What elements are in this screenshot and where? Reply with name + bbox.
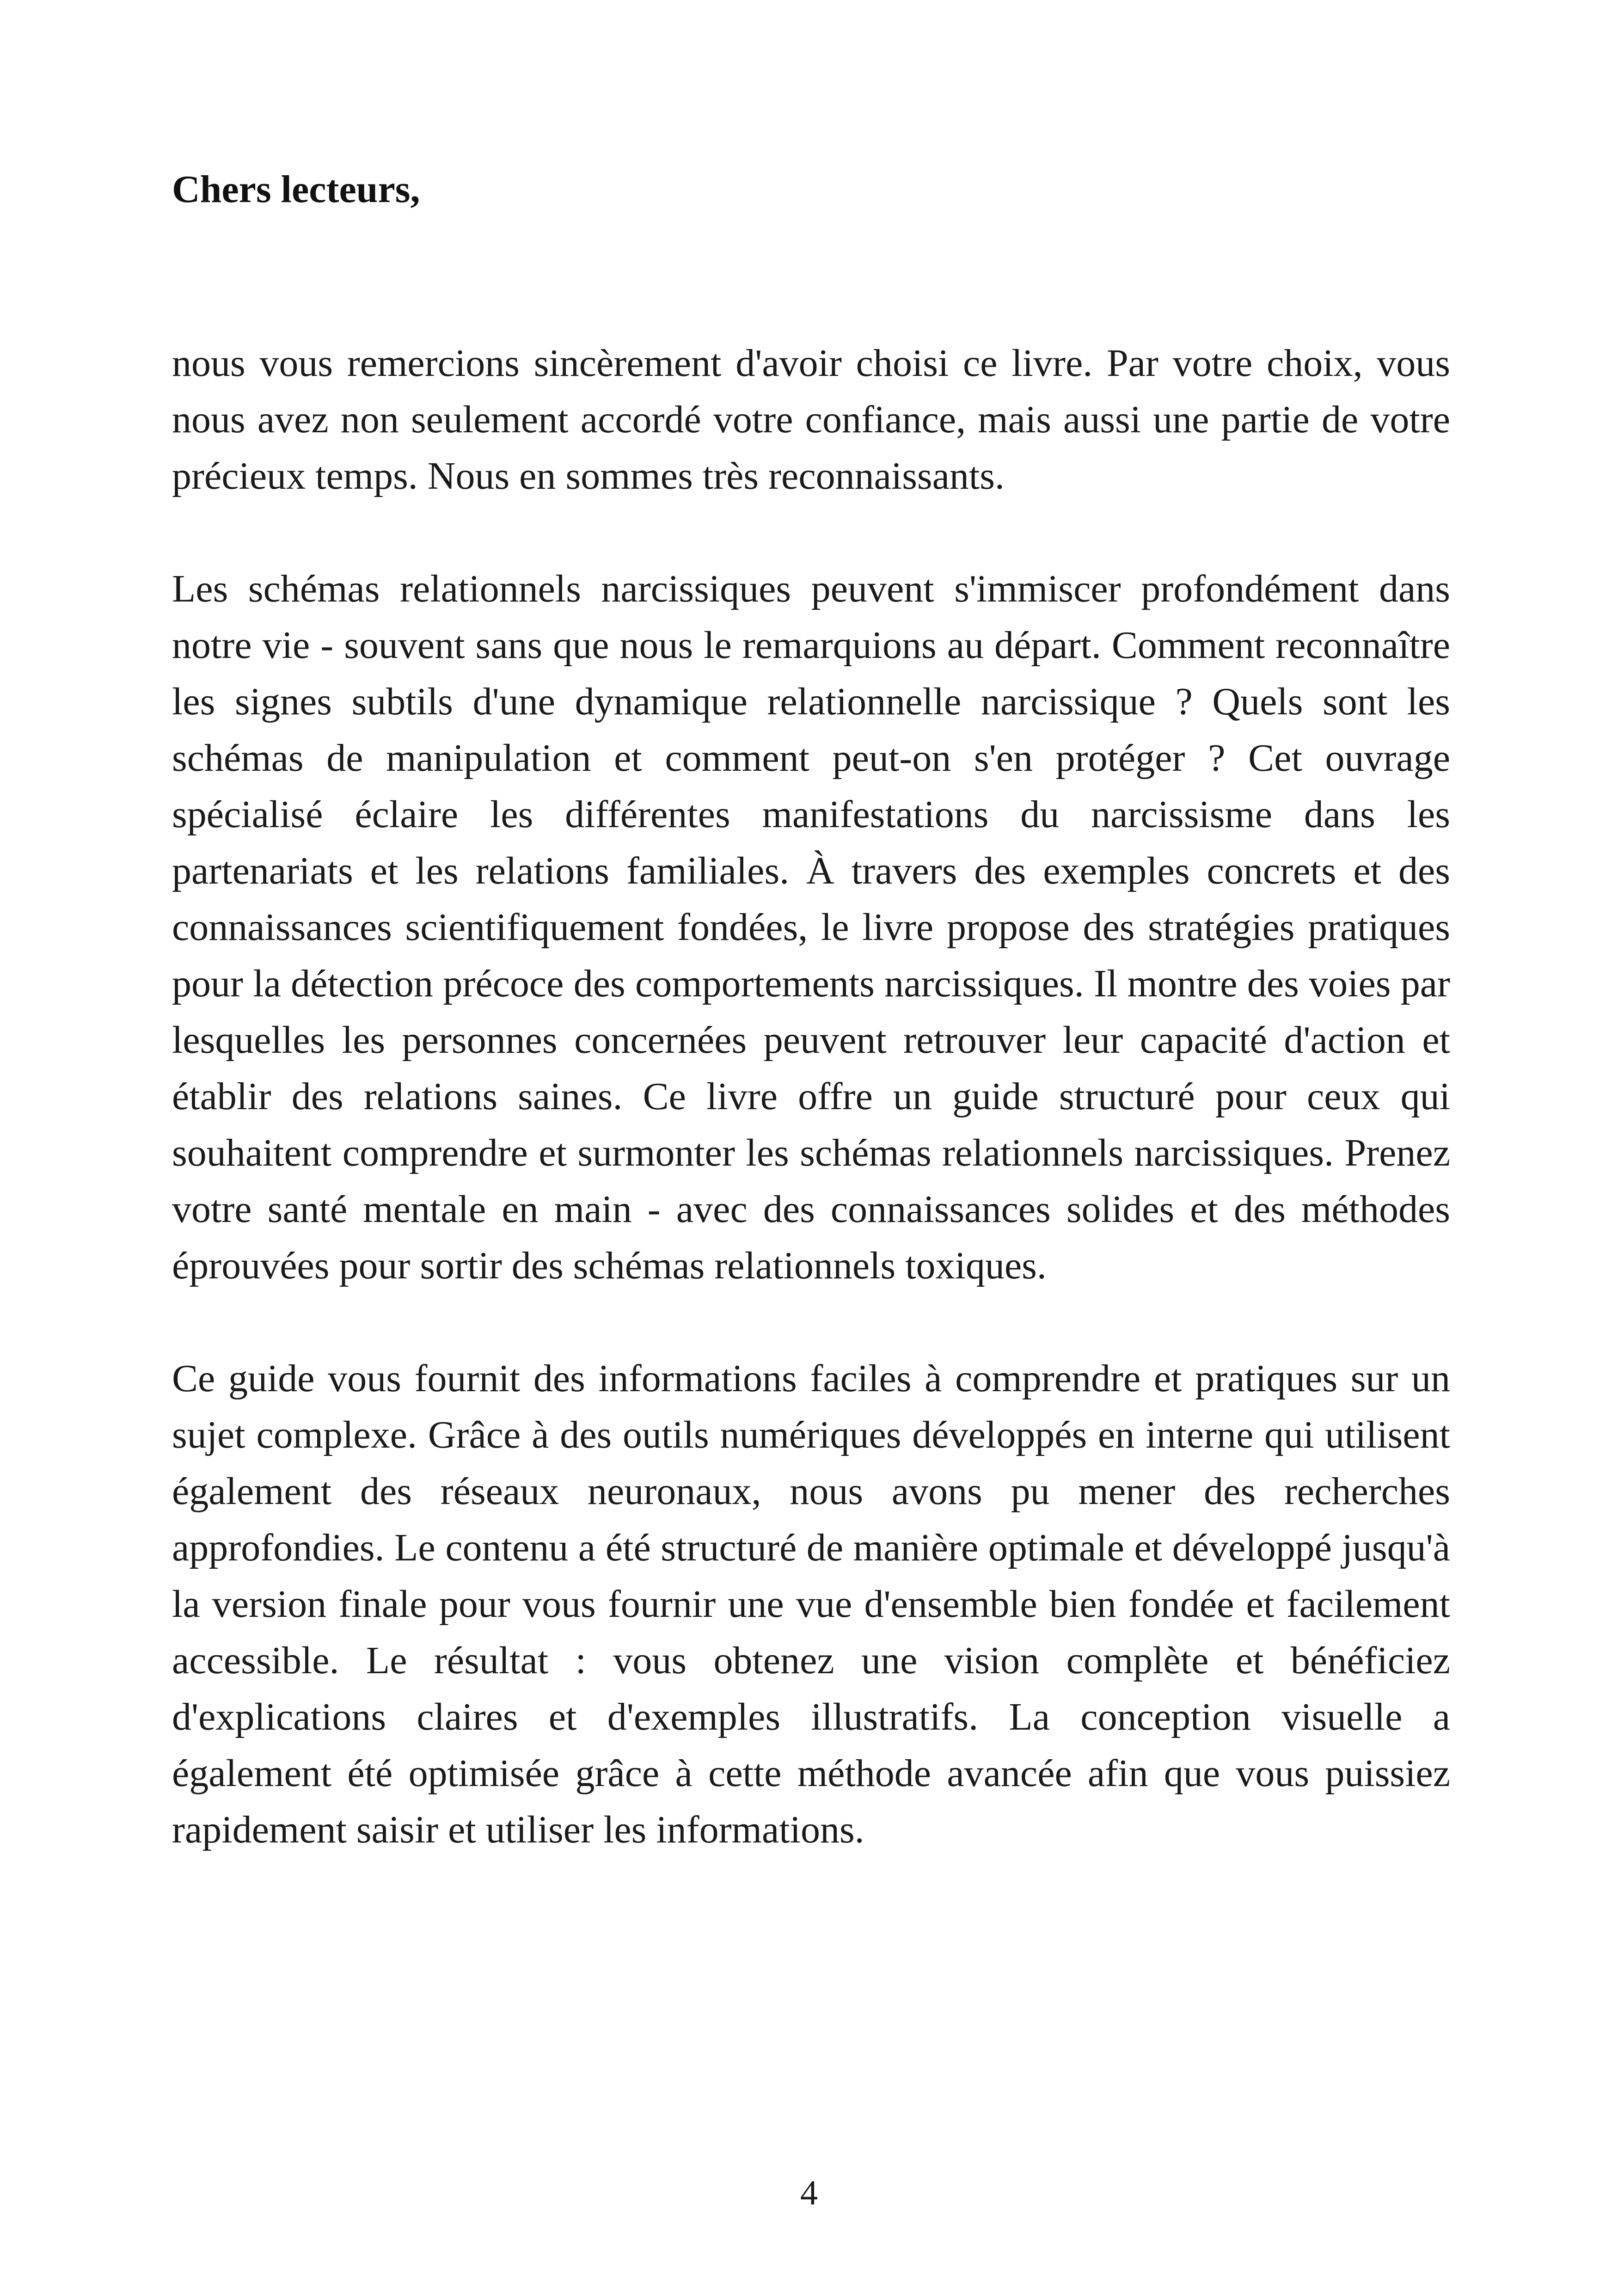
body-text — [172, 335, 1450, 1915]
paragraph-narcissism: Les schémas relationnels narcissiques peuvent s'immiscer profondément dans notre vie - souvent sans que nous le remarquions au départ. Comment reconnaître les signes subtils d'une dynamique relationnelle narcissique ? Quels sont les schémas de manipulation et comment peut-on s'en protéger ? Cet ouvrage spécialisé éclaire les différentes manifestations du narcissisme dans les partenariats et les relations familiales. À travers des exemples concrets et des connaissances scientifiquement fondées, le livre propose des stratégies pratiques pour la détection précoce des comportements narcissiques. Il montre des voies par lesquelles les personnes concernées peuvent retrouver leur capacité d'action et établir des relations saines. Ce livre offre un guide structuré pour ceux qui souhaitent comprendre et surmonter les schémas relationnels narcissiques. Prenez votre santé mentale en main - avec des connaissances solides et des méthodes éprouvées pour sortir des schémas relationnels toxiques. — [172, 567, 1450, 1287]
paragraph-guide: Ce guide vous fournit des informations faciles à comprendre et pratiques sur un sujet complexe. Grâce à des outils numériques développés en interne qui utilisent également des réseaux neuronaux, nous avons pu mener des recherches approfondies. Le contenu a été structuré de manière optimale et développé jusqu'à la version finale pour vous fournir une vue d'ensemble bien fondée et facilement accessible. Le résultat : vous obtenez une vision complète et bénéficiez d'explications claires et d'exemples illustratifs. La conception visuelle a également été optimisée grâce à cette méthode avancée afin que vous puissiez rapidement saisir et utiliser les informations. — [172, 1357, 1450, 1851]
page-number: 4 — [800, 2173, 818, 2212]
page-heading: Chers lecteurs, — [172, 168, 420, 211]
paragraph-intro: nous vous remercions sincèrement d'avoir choisi ce livre. Par votre choix, vous nous avez non seulement accordé votre confiance, mais aussi une partie de votre précieux temps. Nous en sommes très reconnaissants. — [172, 342, 1450, 497]
